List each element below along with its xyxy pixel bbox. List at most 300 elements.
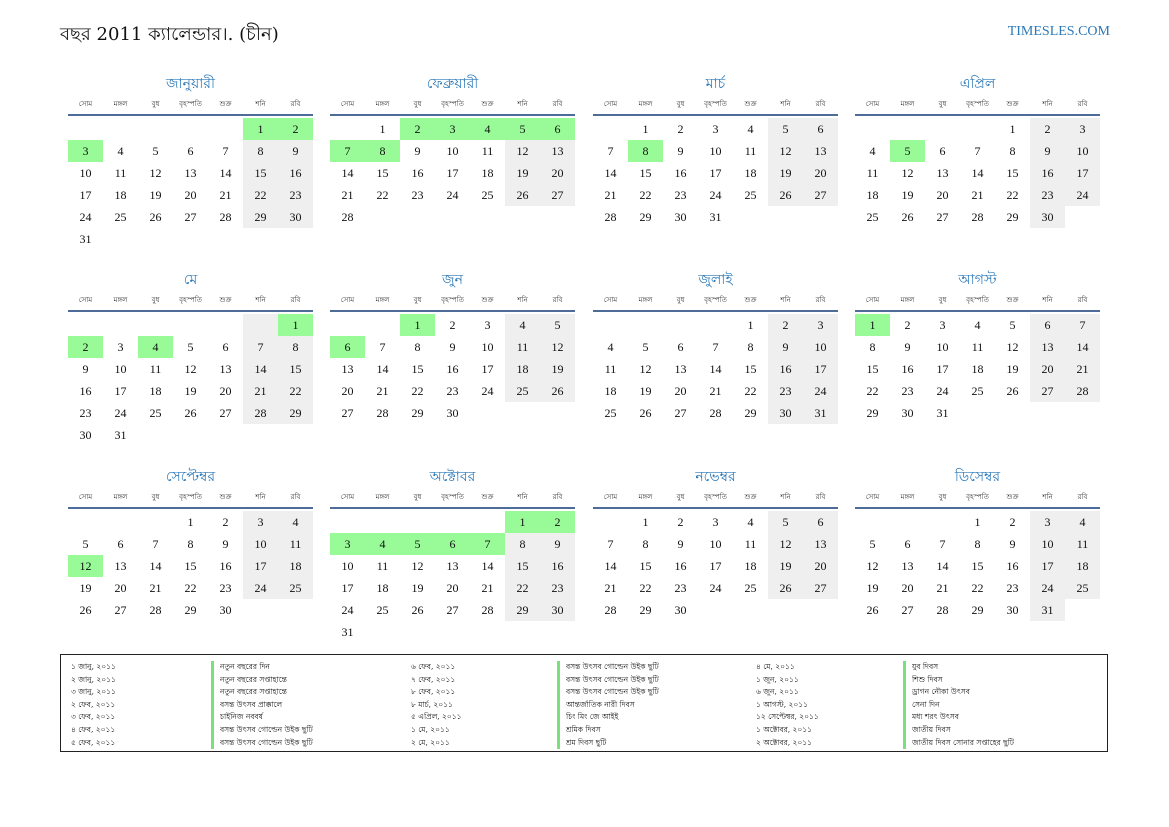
day-cell: 6: [330, 336, 365, 358]
day-cell: 27: [803, 184, 838, 206]
day-cell: 14: [149, 559, 162, 573]
weekday-label: রবি: [815, 100, 826, 108]
day-cell: 14: [1065, 336, 1100, 358]
month-calendar: [855, 465, 1100, 621]
day-cell: 18: [744, 559, 757, 573]
weekday-label: সোম: [78, 296, 93, 304]
day-cell: 27: [114, 603, 127, 617]
day-cell: 24: [709, 188, 722, 202]
day-cell: 26: [505, 184, 540, 206]
day-cell: 27: [1030, 380, 1065, 402]
holiday-date: ৪ মে, ২০১১: [756, 662, 795, 671]
day-cell: 1: [379, 122, 386, 136]
day-cell: 12: [866, 559, 879, 573]
day-cell: 27: [936, 210, 949, 224]
weekday-label: বুধ: [151, 296, 160, 304]
day-cell: 1: [243, 118, 278, 140]
day-cell: 24: [803, 380, 838, 402]
holiday-date: ২ মে, ২০১১: [411, 737, 450, 747]
day-cell: 18: [505, 358, 540, 380]
day-cell: 2: [400, 118, 435, 140]
day-cell: 26: [866, 603, 879, 617]
day-cell: 19: [1006, 362, 1019, 376]
day-cell: 10: [79, 166, 92, 180]
day-cell: 26: [149, 210, 162, 224]
day-cell: 12: [540, 336, 575, 358]
empty-cell: [663, 314, 698, 336]
day-cell: 8: [505, 533, 540, 555]
day-cell: 29: [744, 406, 757, 420]
day-cell: 11: [1065, 533, 1100, 555]
day-cell: 18: [604, 384, 617, 398]
day-cell: 24: [936, 384, 949, 398]
day-cell: 17: [79, 188, 92, 202]
day-cell: 18: [278, 555, 313, 577]
holiday-name: চিং মিং জে আইই: [566, 712, 619, 722]
empty-cell: [68, 314, 103, 336]
day-cell: 27: [341, 406, 354, 420]
day-cell: 25: [481, 188, 494, 202]
day-cell: 1: [278, 314, 313, 336]
empty-cell: [855, 118, 890, 140]
weekday-label: শুক্র: [481, 493, 494, 501]
day-cell: 19: [79, 581, 92, 595]
day-cell: 1: [855, 314, 890, 336]
day-cell: 1: [747, 318, 754, 332]
weekday-label: বৃহস্পতি: [966, 100, 989, 108]
day-cell: 3: [243, 511, 278, 533]
day-cell: 12: [768, 533, 803, 555]
weekday-label: শুক্র: [744, 296, 757, 304]
holiday-date: ১ অক্টোবর, ২০১১: [756, 724, 813, 734]
weekday-label: শনি: [1042, 296, 1053, 304]
day-cell: 25: [376, 603, 389, 617]
day-cell: 3: [68, 140, 103, 162]
weekday-label: শনি: [780, 296, 791, 304]
day-cell: 8: [869, 340, 876, 354]
day-cell: 28: [604, 210, 617, 224]
day-grid: [68, 511, 313, 621]
weekday-label: সোম: [340, 100, 355, 108]
holiday-date: ২ অক্টোবর, ২০১১: [756, 737, 813, 747]
day-cell: 6: [435, 533, 470, 555]
weekday-label: রবি: [290, 100, 301, 108]
day-cell: 19: [411, 581, 424, 595]
day-cell: 22: [639, 581, 652, 595]
day-cell: 22: [376, 188, 389, 202]
day-grid: [330, 118, 575, 228]
day-cell: 18: [149, 384, 162, 398]
day-cell: 31: [709, 210, 722, 224]
day-cell: 7: [152, 537, 159, 551]
day-cell: 28: [243, 402, 278, 424]
day-cell: 14: [971, 166, 984, 180]
day-cell: 27: [540, 184, 575, 206]
weekday-label: শুক্র: [1006, 100, 1019, 108]
weekday-label: রবি: [290, 493, 301, 501]
day-cell: 20: [936, 188, 949, 202]
day-cell: 9: [1009, 537, 1016, 551]
day-cell: 14: [709, 362, 722, 376]
day-cell: 5: [505, 118, 540, 140]
empty-cell: [593, 511, 628, 533]
holiday-name: শিশু দিবস: [912, 674, 943, 684]
day-cell: 3: [712, 515, 719, 529]
day-cell: 15: [411, 362, 424, 376]
day-cell: 18: [1065, 555, 1100, 577]
day-cell: 5: [642, 340, 649, 354]
day-cell: 13: [219, 362, 232, 376]
holiday-date: ৮ ফেব, ২০১১: [411, 687, 456, 697]
day-cell: 11: [376, 559, 389, 573]
weekday-label: মঙ্গল: [375, 100, 390, 108]
day-cell: 19: [768, 555, 803, 577]
day-cell: 24: [114, 406, 127, 420]
day-cell: 6: [803, 511, 838, 533]
day-cell: 11: [481, 144, 494, 158]
day-cell: 16: [79, 384, 92, 398]
day-cell: 17: [481, 362, 494, 376]
day-cell: 2: [222, 515, 229, 529]
day-cell: 29: [278, 402, 313, 424]
day-cell: 28: [481, 603, 494, 617]
day-cell: 28: [1065, 380, 1100, 402]
month-name: এপ্রিল: [959, 76, 996, 92]
day-cell: 24: [1030, 577, 1065, 599]
site-link[interactable]: TIMESLES.COM: [1007, 24, 1110, 39]
weekday-label: শনি: [255, 100, 266, 108]
day-cell: 14: [481, 559, 494, 573]
day-cell: 21: [219, 188, 232, 202]
day-cell: 24: [1065, 184, 1100, 206]
month-calendar: [593, 72, 838, 228]
day-cell: 13: [803, 140, 838, 162]
holiday-date: ৩ ফেব, ২০১১: [71, 712, 116, 722]
day-cell: 25: [505, 380, 540, 402]
weekday-label: বুধ: [676, 100, 685, 108]
day-cell: 2: [677, 515, 684, 529]
day-cell: 25: [604, 406, 617, 420]
day-cell: 20: [341, 384, 354, 398]
day-cell: 28: [149, 603, 162, 617]
day-cell: 13: [936, 166, 949, 180]
weekday-header: [855, 96, 1100, 116]
weekday-label: রবি: [290, 296, 301, 304]
weekday-label: শুক্র: [219, 296, 232, 304]
day-cell: 11: [744, 144, 757, 158]
day-cell: 1: [642, 515, 649, 529]
holiday-name-column: [903, 661, 1014, 749]
month-name: আগস্ট: [958, 272, 997, 288]
month-calendar: [330, 72, 575, 228]
day-cell: 1: [974, 515, 981, 529]
month-name: সেপ্টেম্বর: [165, 469, 216, 485]
empty-cell: [435, 511, 470, 533]
holiday-date-column: [411, 661, 462, 749]
day-cell: 29: [639, 603, 652, 617]
day-cell: 22: [971, 581, 984, 595]
day-cell: 12: [505, 140, 540, 162]
month-calendar: [68, 72, 313, 250]
day-cell: 20: [540, 162, 575, 184]
day-cell: 23: [411, 188, 424, 202]
weekday-header: [855, 489, 1100, 509]
day-cell: 16: [411, 166, 424, 180]
weekday-label: শুক্র: [1006, 493, 1019, 501]
day-cell: 1: [400, 314, 435, 336]
day-cell: 3: [939, 318, 946, 332]
day-cell: 17: [243, 555, 278, 577]
weekday-header: [68, 292, 313, 312]
empty-cell: [593, 118, 628, 140]
day-cell: 6: [677, 340, 684, 354]
day-cell: 5: [540, 314, 575, 336]
day-cell: 14: [219, 166, 232, 180]
day-cell: 18: [376, 581, 389, 595]
day-cell: 23: [79, 406, 92, 420]
empty-cell: [138, 511, 173, 533]
month-name: অক্টোবর: [429, 469, 476, 485]
day-cell: 26: [540, 380, 575, 402]
month-name: নভেম্বর: [695, 469, 736, 485]
day-cell: 19: [866, 581, 879, 595]
weekday-header: [855, 292, 1100, 312]
holiday-date-column: [71, 661, 116, 749]
day-cell: 28: [376, 406, 389, 420]
holiday-date: ৩ জানু, ২০১১: [71, 687, 116, 697]
day-cell: 10: [936, 340, 949, 354]
day-cell: 26: [639, 406, 652, 420]
day-grid: [68, 314, 313, 446]
weekday-label: শুক্র: [481, 296, 494, 304]
day-cell: 9: [278, 140, 313, 162]
weekday-header: [593, 292, 838, 312]
holiday-date: ৮ মার্চ, ২০১১: [411, 699, 453, 709]
weekday-label: বুধ: [938, 296, 947, 304]
day-cell: 4: [278, 511, 313, 533]
day-cell: 26: [768, 184, 803, 206]
day-cell: 15: [744, 362, 757, 376]
day-cell: 30: [1006, 603, 1019, 617]
day-cell: 9: [222, 537, 229, 551]
day-cell: 24: [79, 210, 92, 224]
day-cell: 10: [481, 340, 494, 354]
month-calendar: [593, 268, 838, 424]
weekday-label: সোম: [603, 100, 618, 108]
weekday-label: শনি: [255, 296, 266, 304]
day-cell: 24: [341, 603, 354, 617]
day-cell: 7: [470, 533, 505, 555]
day-cell: 23: [1006, 581, 1019, 595]
day-cell: 2: [449, 318, 456, 332]
month-calendar: [68, 268, 313, 446]
empty-cell: [103, 118, 138, 140]
holiday-date: ৫ এপ্রিল, ২০১১: [411, 712, 462, 722]
weekday-label: বুধ: [938, 493, 947, 501]
weekday-label: শুক্র: [744, 100, 757, 108]
day-cell: 19: [149, 188, 162, 202]
holiday-name: চাইনিজ নববর্ষ: [220, 712, 263, 722]
day-cell: 3: [435, 118, 470, 140]
page-title: বছর 2011 ক্যালেন্ডার।. (চীন): [60, 24, 279, 45]
weekday-label: রবি: [552, 100, 563, 108]
day-cell: 29: [505, 599, 540, 621]
weekday-header: [68, 96, 313, 116]
day-cell: 28: [341, 210, 354, 224]
day-grid: [593, 314, 838, 424]
day-cell: 30: [1030, 206, 1065, 228]
day-cell: 2: [68, 336, 103, 358]
day-cell: 13: [674, 362, 687, 376]
day-cell: 21: [243, 380, 278, 402]
day-cell: 26: [768, 577, 803, 599]
day-cell: 21: [604, 581, 617, 595]
month-calendar: [855, 72, 1100, 228]
day-cell: 8: [243, 140, 278, 162]
day-grid: [593, 511, 838, 621]
empty-cell: [138, 314, 173, 336]
day-cell: 10: [709, 537, 722, 551]
empty-cell: [68, 511, 103, 533]
day-cell: 13: [114, 559, 127, 573]
day-cell: 20: [901, 581, 914, 595]
empty-cell: [243, 314, 278, 336]
day-cell: 21: [481, 581, 494, 595]
day-cell: 6: [187, 144, 194, 158]
day-cell: 20: [184, 188, 197, 202]
day-cell: 6: [540, 118, 575, 140]
day-cell: 30: [79, 428, 92, 442]
day-cell: 5: [768, 118, 803, 140]
day-cell: 5: [400, 533, 435, 555]
day-cell: 7: [330, 140, 365, 162]
day-cell: 12: [901, 166, 914, 180]
day-cell: 23: [278, 184, 313, 206]
weekday-label: বৃহস্পতি: [179, 493, 202, 501]
weekday-label: বৃহস্পতি: [704, 296, 727, 304]
day-cell: 10: [114, 362, 127, 376]
holiday-name: যুব দিবস: [912, 662, 939, 671]
day-cell: 26: [79, 603, 92, 617]
empty-cell: [173, 118, 208, 140]
empty-cell: [960, 118, 995, 140]
day-cell: 9: [677, 537, 684, 551]
day-cell: 18: [481, 166, 494, 180]
day-cell: 23: [540, 577, 575, 599]
day-cell: 7: [712, 340, 719, 354]
holiday-name: বসন্ত উৎসব গোল্ডেন উইক ছুটি: [220, 737, 313, 747]
day-cell: 5: [869, 537, 876, 551]
day-cell: 8: [747, 340, 754, 354]
weekday-label: রবি: [1077, 100, 1088, 108]
weekday-label: মঙ্গল: [638, 100, 653, 108]
day-cell: 15: [278, 358, 313, 380]
empty-cell: [925, 511, 960, 533]
day-cell: 4: [747, 122, 754, 136]
day-cell: 13: [901, 559, 914, 573]
holiday-date: ৬ ফেব, ২০১১: [411, 662, 456, 671]
day-cell: 6: [222, 340, 229, 354]
weekday-label: রবি: [815, 296, 826, 304]
day-cell: 8: [974, 537, 981, 551]
weekday-label: রবি: [815, 493, 826, 501]
day-cell: 9: [540, 533, 575, 555]
weekday-label: শুক্র: [1006, 296, 1019, 304]
day-cell: 5: [768, 511, 803, 533]
holiday-name: সেনা দিন: [912, 699, 940, 709]
day-cell: 17: [1065, 162, 1100, 184]
day-cell: 6: [1030, 314, 1065, 336]
day-cell: 31: [1030, 599, 1065, 621]
empty-cell: [103, 314, 138, 336]
weekday-header: [330, 292, 575, 312]
holiday-date: ১ মে, ২০১১: [411, 724, 450, 734]
day-cell: 17: [114, 384, 127, 398]
empty-cell: [68, 118, 103, 140]
empty-cell: [855, 511, 890, 533]
empty-cell: [400, 511, 435, 533]
day-cell: 18: [971, 362, 984, 376]
day-cell: 12: [149, 166, 162, 180]
empty-cell: [330, 118, 365, 140]
day-cell: 16: [278, 162, 313, 184]
weekday-label: শুক্র: [219, 493, 232, 501]
holiday-date: ১ জুন, ২০১১: [756, 674, 799, 684]
weekday-label: বুধ: [413, 296, 422, 304]
empty-cell: [208, 118, 243, 140]
holiday-name: নতুন বছরের সপ্তাহান্তে: [220, 674, 287, 684]
day-cell: 17: [803, 358, 838, 380]
weekday-label: বুধ: [676, 493, 685, 501]
day-cell: 21: [604, 188, 617, 202]
day-cell: 27: [184, 210, 197, 224]
holiday-name: ড্রাগন নৌকা উৎসব: [912, 687, 970, 697]
day-cell: 3: [1030, 511, 1065, 533]
day-cell: 22: [866, 384, 879, 398]
day-cell: 17: [709, 166, 722, 180]
day-cell: 25: [744, 188, 757, 202]
day-cell: 2: [768, 314, 803, 336]
holiday-name: বসন্ত উৎসব গোল্ডেন উইক ছুটি: [566, 687, 659, 697]
day-cell: 14: [936, 559, 949, 573]
day-cell: 3: [484, 318, 491, 332]
month-name: মার্চ: [705, 76, 726, 92]
day-cell: 24: [481, 384, 494, 398]
day-cell: 19: [505, 162, 540, 184]
day-cell: 9: [449, 340, 456, 354]
day-cell: 20: [219, 384, 232, 398]
holiday-list: [60, 654, 1108, 752]
day-cell: 4: [505, 314, 540, 336]
day-cell: 22: [243, 184, 278, 206]
day-cell: 1: [187, 515, 194, 529]
day-cell: 15: [505, 555, 540, 577]
day-cell: 19: [768, 162, 803, 184]
day-cell: 17: [936, 362, 949, 376]
day-cell: 1: [642, 122, 649, 136]
empty-cell: [470, 511, 505, 533]
day-cell: 21: [1065, 358, 1100, 380]
day-cell: 2: [677, 122, 684, 136]
day-cell: 27: [901, 603, 914, 617]
month-name: ডিসেম্বর: [954, 469, 1001, 485]
holiday-name: বসন্ত উৎসব গোল্ডেন উইক ছুটি: [566, 662, 659, 671]
weekday-label: বুধ: [151, 100, 160, 108]
day-cell: 30: [674, 603, 687, 617]
month-name: মে: [183, 272, 198, 288]
day-cell: 23: [768, 380, 803, 402]
day-cell: 31: [803, 402, 838, 424]
